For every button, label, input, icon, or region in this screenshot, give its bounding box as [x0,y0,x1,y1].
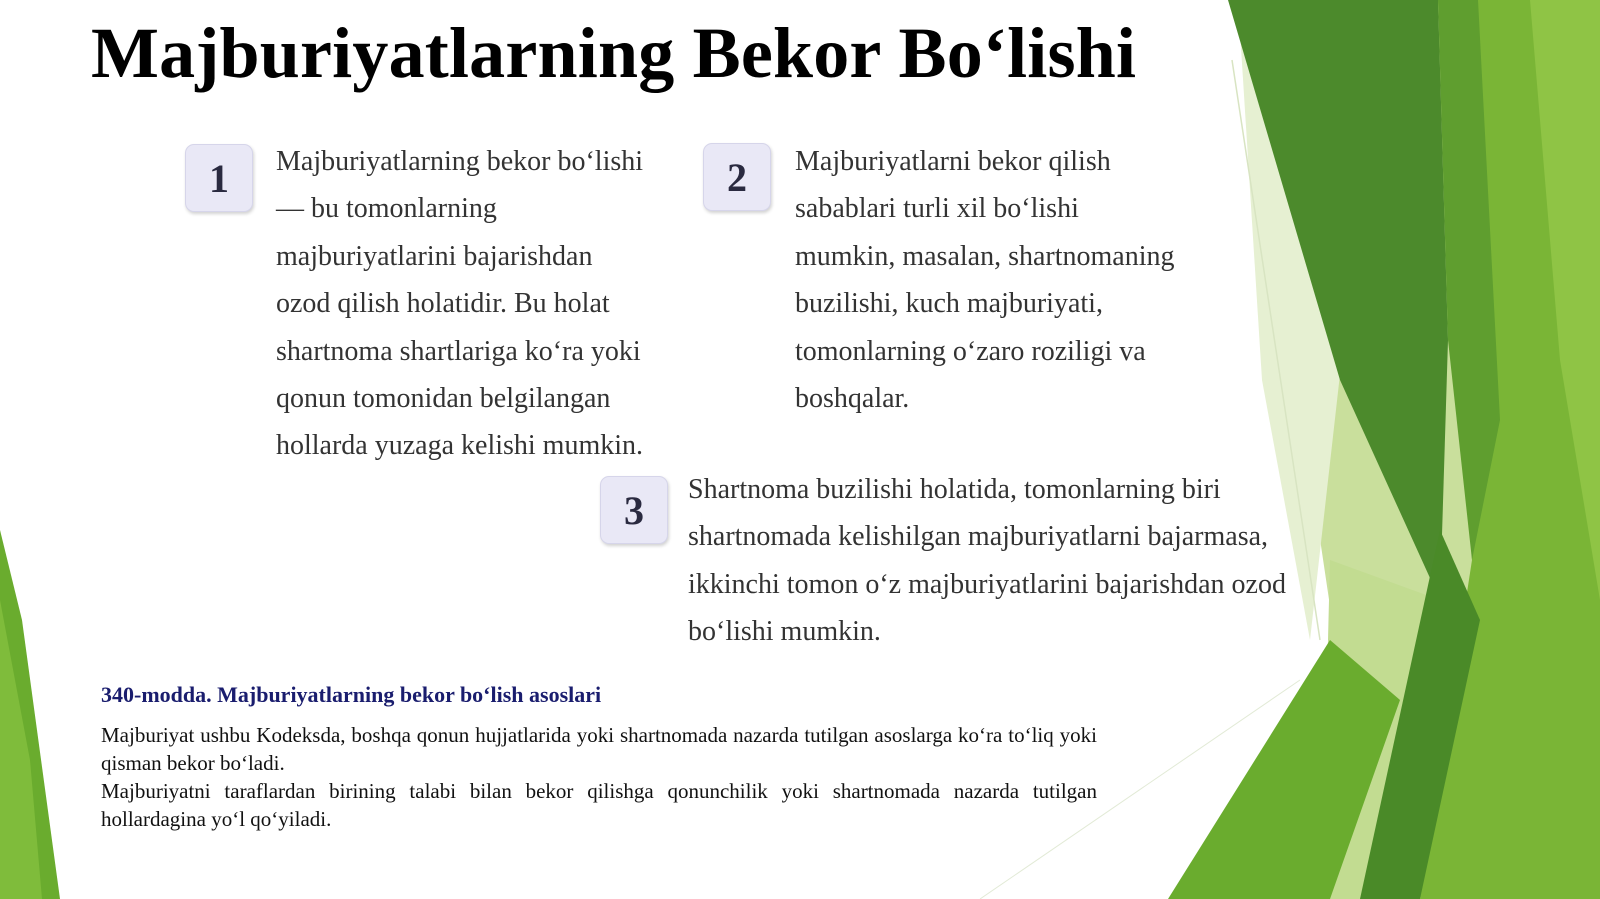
number-badge-3: 3 [600,476,668,544]
law-heading: 340-modda. Majburiyatlarning bekor bo‘lish asoslari [101,682,602,707]
page-title: Majburiyatlarning Bekor Bo‘lishi [91,13,1137,93]
number-badge-2: 2 [703,143,771,211]
number-badge-1: 1 [185,144,253,212]
law-paragraph: Majburiyat ushbu Kodeksda, boshqa qonun hujjatlarida yoki shartnomada nazarda tutilgan asoslarga ko‘ra to‘liq yoki qisman bekor bo‘ladi. [101,723,1097,775]
law-paragraph: Majburiyatni taraflardan birining talabi bilan bekor qilishga qonunchilik yoki shartnomada nazarda tutilgan hollardagina yo‘l qo‘yiladi. [101,779,1097,831]
point-2-text: Majburiyatlarni bekor qilish sabablari turli xil bo‘lishi mumkin, masalan, shartnomaning buzilishi, kuch majburiyati, tomonlarning o‘zaro roziligi va boshqalar. [795,146,1175,415]
point-3-text: Shartnoma buzilishi holatida, tomonlarning biri shartnomada kelishilgan majburiyatlarni bajarmasa, ikkinchi tomon o‘z majburiyatlarini bajarishdan ozod bo‘lishi mumkin. [688,474,1286,648]
law-text [101,721,1097,833]
point-1-text: Majburiyatlarning bekor bo‘lishi — bu tomonlarning majburiyatlarini bajarishdan ozod qilish holatidir. Bu holat shartnoma shartlariga ko‘ra yoki qonun tomonidan belgilangan hollarda yuzaga kelishi mumkin. [276,146,644,462]
